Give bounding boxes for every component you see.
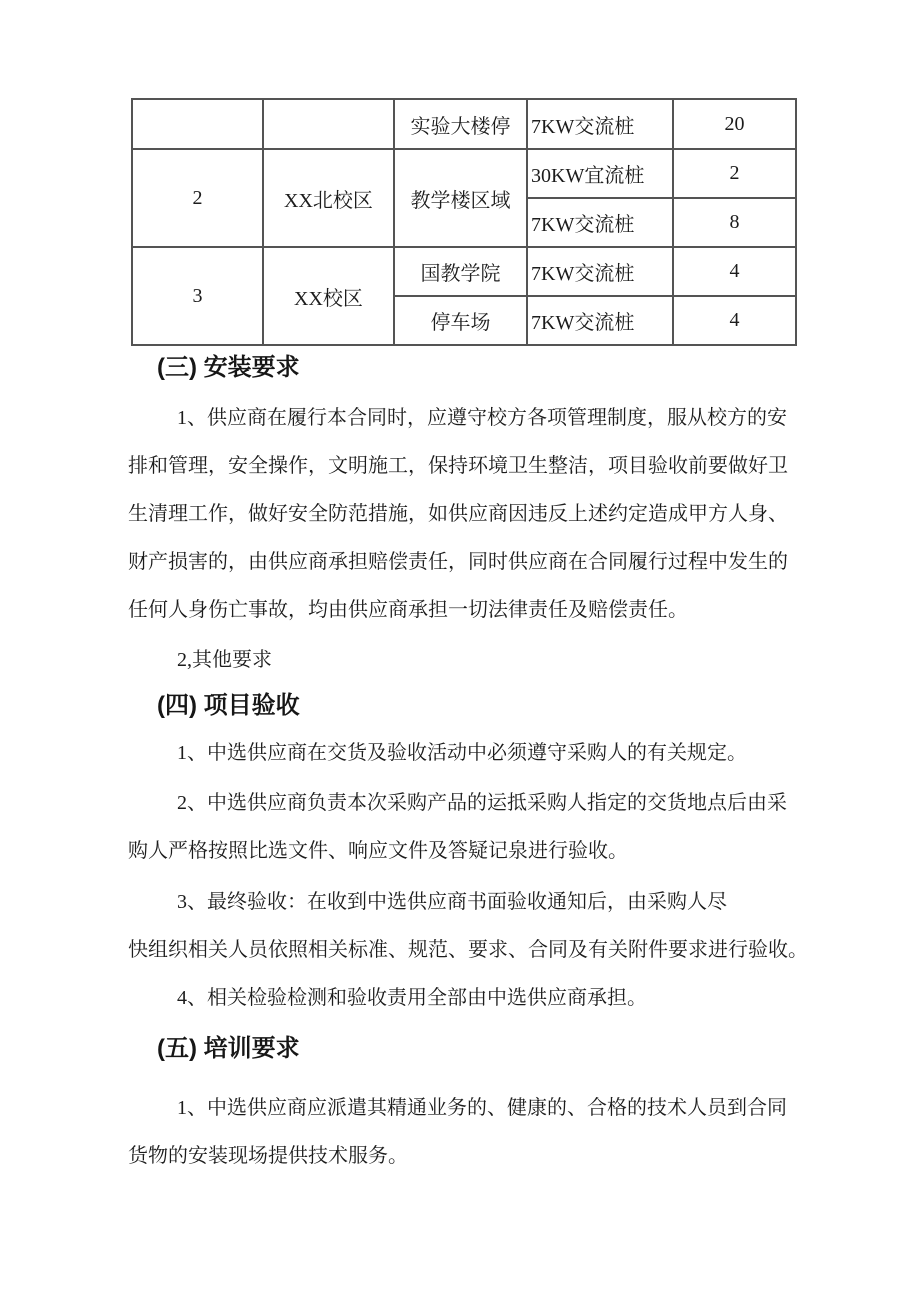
table-row [132,149,796,198]
table-cell-campus [263,99,394,149]
table-cell-no [132,99,263,149]
paragraph-acceptance-1 [128,729,818,777]
table-cell-location: 国教学院 [394,247,527,296]
paragraph-line: 3、最终验收：在收到中选供应商书面验收通知后，由采购人尽 [177,891,727,913]
table-cell-device: 7KW交流桩 [527,99,673,149]
paragraph-acceptance-3 [128,878,818,974]
table-cell-location: 停车场 [394,296,527,345]
paragraph-line: 货物的安装现场提供技术服务。 [128,1145,408,1167]
table-cell-qty: 4 [673,247,796,296]
paragraph-line: 任何人身伤亡事故，均由供应商承担一切法律责任及赔偿责任。 [128,599,688,621]
table-cell-qty: 2 [673,149,796,198]
paragraph-line: 财产损害的，由供应商承担赔偿责任，同时供应商在合同履行过程中发生的 [128,551,788,573]
section-heading-installation-requirements: (三) 安装要求 [157,354,300,381]
table-row [132,247,796,296]
table-cell-campus: XX北校区 [263,149,394,247]
paragraph-line: 2,其他要求 [177,649,272,671]
paragraph-installation-1 [128,394,818,634]
section-heading-project-acceptance: (四) 项目验收 [157,692,300,719]
charging-pile-table [131,98,797,346]
paragraph-line: 2、中选供应商负责本次采购产品的运抵采购人指定的交货地点后由采 [177,792,787,814]
paragraph-line: 4、相关检验检测和验收责用全部由中选供应商承担。 [177,987,647,1009]
table-cell-campus: XX校区 [263,247,394,345]
paragraph-line: 排和管理，安全操作，文明施工，保持环境卫生整洁，项目验收前要做好卫 [128,455,788,477]
paragraph-line: 1、中选供应商应派遣其精通业务的、健康的、合格的技术人员到合同 [177,1097,787,1119]
table-cell-device: 30KW宜流桩 [527,149,673,198]
section-heading-training-requirements: (五) 培训要求 [157,1035,300,1062]
paragraph-line: 1、中选供应商在交货及验收活动中必须遵守采购人的有关规定。 [177,742,747,764]
paragraph-acceptance-4 [128,974,818,1022]
table-row [132,99,796,149]
paragraph-line: 1、供应商在履行本合同时，应遵守校方各项管理制度，服从校方的安 [177,407,787,429]
table-cell-device: 7KW交流桩 [527,247,673,296]
table-cell-device: 7KW交流桩 [527,198,673,247]
table-cell-no: 3 [132,247,263,345]
table-cell-location: 教学楼区域 [394,149,527,247]
table-cell-qty: 8 [673,198,796,247]
table-cell-qty: 20 [673,99,796,149]
paragraph-other-requirements [128,636,818,684]
table-cell-device: 7KW交流桩 [527,296,673,345]
table-cell-location: 实验大楼停 [394,99,527,149]
paragraph-line: 购人严格按照比选文件、响应文件及答疑记泉进行验收。 [128,840,628,862]
paragraph-line: 快组织相关人员依照相关标准、规范、要求、合同及有关附件要求进行验收。 [128,939,808,961]
paragraph-training-1 [128,1084,818,1180]
paragraph-acceptance-2 [128,779,818,875]
table-cell-qty: 4 [673,296,796,345]
paragraph-line: 生清理工作，做好安全防范措施，如供应商因违反上述约定造成甲方人身、 [128,503,788,525]
table-cell-no: 2 [132,149,263,247]
